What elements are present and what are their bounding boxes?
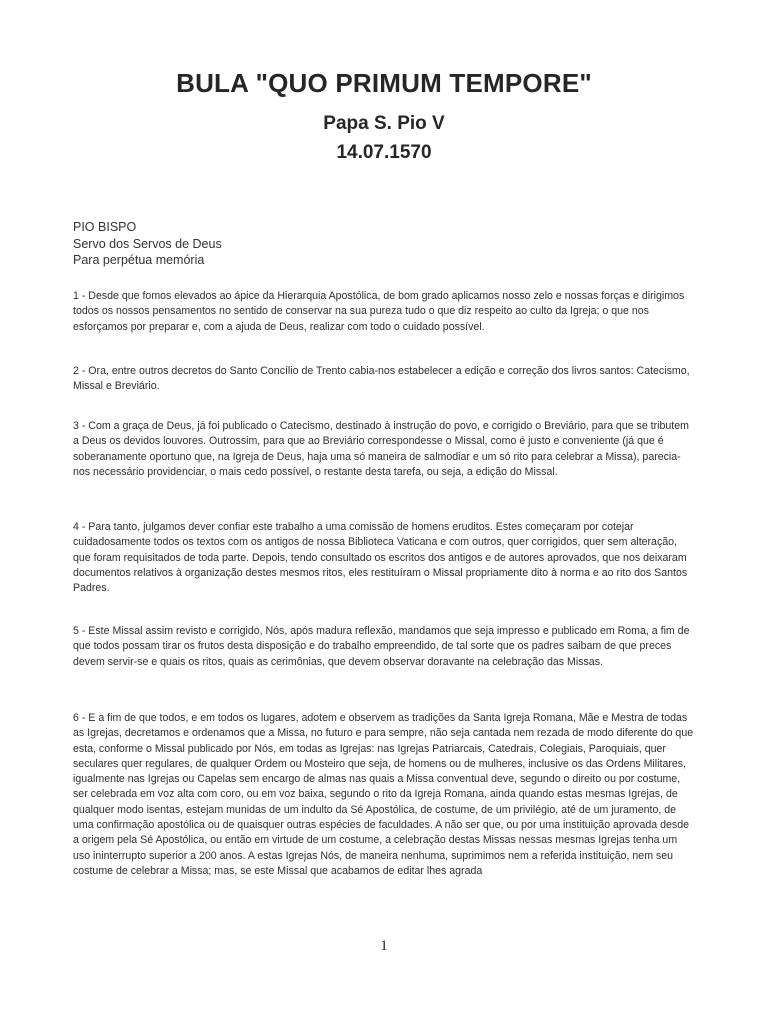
document-date: 14.07.1570 (336, 142, 432, 163)
salutation-line: PIO BISPO (73, 220, 137, 234)
document-title: BULA "QUO PRIMUM TEMPORE" (176, 68, 592, 98)
paragraph-5: 5 - Este Missal assim revisto e corrigido, Nós, após madura reflexão, mandamos que seja impresso e publicado em Roma, a fim de que todos possam tirar os frutos desta disposição e do trabalho empreendido, de tal sorte que os padres saibam de que preces devem servir-se e quais os ritos, quais as cerimônias, que devem observar doravante na celebração das Missas. (73, 625, 690, 668)
paragraph-3: 3 - Com a graça de Deus, já foi publicado o Catecismo, destinado à instrução do povo, e corrigido o Breviário, para que se tributem a Deus os devidos louvores. Outrossim, para que ao Breviário correspondesse o Missal, como é justo e conveniente (já que é soberanamente oportuno que, na Igreja de Deus, haja uma só maneira de salmodiar e um só rito para celebrar a Missa), parecia-nos necessário providenciar, o mais cedo possível, o restante desta tarefa, ou seja, a edição do Missal. (73, 420, 689, 478)
paragraph-1: 1 - Desde que fomos elevados ao ápice da Hierarquia Apostólica, de bom grado aplicamos nosso zelo e nossas forças e dirigimos todos os nossos pensamentos no sentido de conservar na sua pureza tudo o que diz respeito ao culto da Igreja; o que nos esforçamos por preparar e, com a ajuda de Deus, realizar com todo o cuidado possível. (73, 290, 685, 333)
salutation-line: Servo dos Servos de Deus (73, 236, 222, 251)
salutation-block (73, 219, 222, 269)
paragraph-2: 2 - Ora, entre outros decretos do Santo Concílio de Trento cabia-nos estabelecer a edição e correção dos livros santos: Catecismo, Missal e Breviário. (73, 365, 690, 393)
paragraph-4: 4 - Para tanto, julgamos dever confiar este trabalho a uma comissão de homens eruditos. Estes começaram por cotejar cuidadosamente todos os textos com os antigos de nossa Biblioteca Vaticana e com outros, quer corrigidos, quer sem alteração, que foram requisitados de toda parte. Depois, tendo consultado os escritos dos antigos e de autores aprovados, que nos deixaram documentos relativos à organização destes mesmos ritos, eles restituíram o Missal propriamente dito à norma e ao rito dos Santos Padres. (73, 521, 688, 595)
page-number: 1 (380, 938, 388, 954)
salutation-line: Para perpétua memória (73, 253, 205, 267)
paragraph-6: 6 - E a fim de que todos, e em todos os lugares, adotem e observem as tradições da Santa Igreja Romana, Mãe e Mestra de todas as Igrejas, decretamos e ordenamos que a Missa, no futuro e para sempre, não seja cantada nem rezada de modo diferente do que esta, conforme o Missal publicado por Nós, em todas as Igrejas: nas Igrejas Patriarcais, Catedrais, Colegiais, Paroquiais, quer seculares quer regulares, de qualquer Ordem ou Mosteiro que seja, de homens ou de mulheres, inclusive os das Ordens Militares, igualmente nas Igrejas ou Capelas sem encargo de almas nas quais a Missa conventual deve, segundo o direito ou por costume, ser celebrada em voz alta com coro, ou em voz baixa, segundo o rito da Igreja Romana, ainda quando estas mesmas Igrejas, de qualquer modo isentas, estejam munidas de um indulto da Sé Apostólica, de costume, de um privilégio, até de um juramento, de uma confirmação apostólica ou de quaisquer outras espécies de faculdades. A não ser que, ou por uma instituição aprovada desde a origem pela Sé Apostólica, ou então em virtude de um costume, a celebração destas Missas nessas mesmas Igrejas tenha um uso ininterrupto superior a 200 anos. A estas Igrejas Nós, de maneira nenhuma, suprimimos nem a referida instituição, nem seu costume de celebrar a Missa; mas, se este Missal que acabamos de editar lhes agrada (73, 712, 694, 877)
document-author: Papa S. Pio V (323, 113, 445, 134)
